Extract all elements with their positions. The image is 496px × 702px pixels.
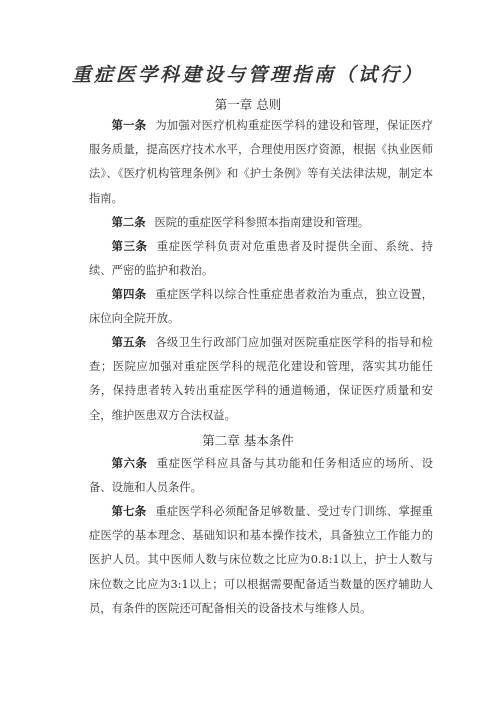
article-text: 医院的重症医学科参照本指南建设和管理。: [154, 216, 370, 229]
article-text: 重症医学科必须配备足够数量、受过专门训练、掌握重症医学的基本理念、基础知识和基本操作技术，具备独立工作能力的医护人员。其中医师人数与床位数之比应为0.8:1以上，护士人数与床位数之比应为3:1以上；可以根据需要配备适当数量的医疗辅助人员，有条件的医院还可配备相关的设备技术与维修人员。: [89, 505, 433, 615]
article-7: [89, 500, 433, 621]
document-title: 重症医学科建设与管理指南（试行）: [71, 64, 424, 86]
article-3: [89, 235, 433, 283]
article-text: 重症医学科负责对危重患者及时提供全面、系统、持续、严密的监护和救治。: [89, 240, 433, 278]
chapter-2-heading: 第二章 基本条件: [202, 433, 294, 448]
article-1: [89, 114, 433, 211]
article-6: [89, 452, 433, 500]
article-text: 重症医学科应具备与其功能和任务相适应的场所、设备、设施和人员条件。: [89, 457, 433, 495]
article-text: 各级卫生行政部门应加强对医院重症医学科的指导和检查；医院应加强对重症医学科的规范化建设和管理，落实其功能任务，保持患者转入转出重症医学科的通道畅通，保证医疗质量和安全，维护医患双方合法权益。: [89, 336, 433, 422]
article-number: 第四条: [111, 288, 147, 301]
article-5: [89, 331, 433, 428]
article-number: 第二条: [111, 216, 146, 229]
chapter-1-heading: 第一章 总则: [214, 97, 282, 112]
article-text: 为加强对医疗机构重症医学科的建设和管理，保证医疗服务质量，提高医疗技术水平，合理使用医疗资源，根据《执业医师法》、《医疗机构管理条例》和《护士条例》等有关法律法规，制定本指南。: [89, 119, 433, 205]
article-2: [89, 211, 433, 235]
article-4: [89, 283, 433, 331]
article-number: 第六条: [111, 457, 148, 470]
article-number: 第三条: [111, 240, 148, 253]
article-number: 第一条: [111, 119, 147, 132]
article-number: 第五条: [111, 336, 147, 349]
article-number: 第七条: [111, 505, 147, 518]
article-text: 重症医学科以综合性重症患者救治为重点，独立设置，床位向全院开放。: [89, 288, 433, 326]
